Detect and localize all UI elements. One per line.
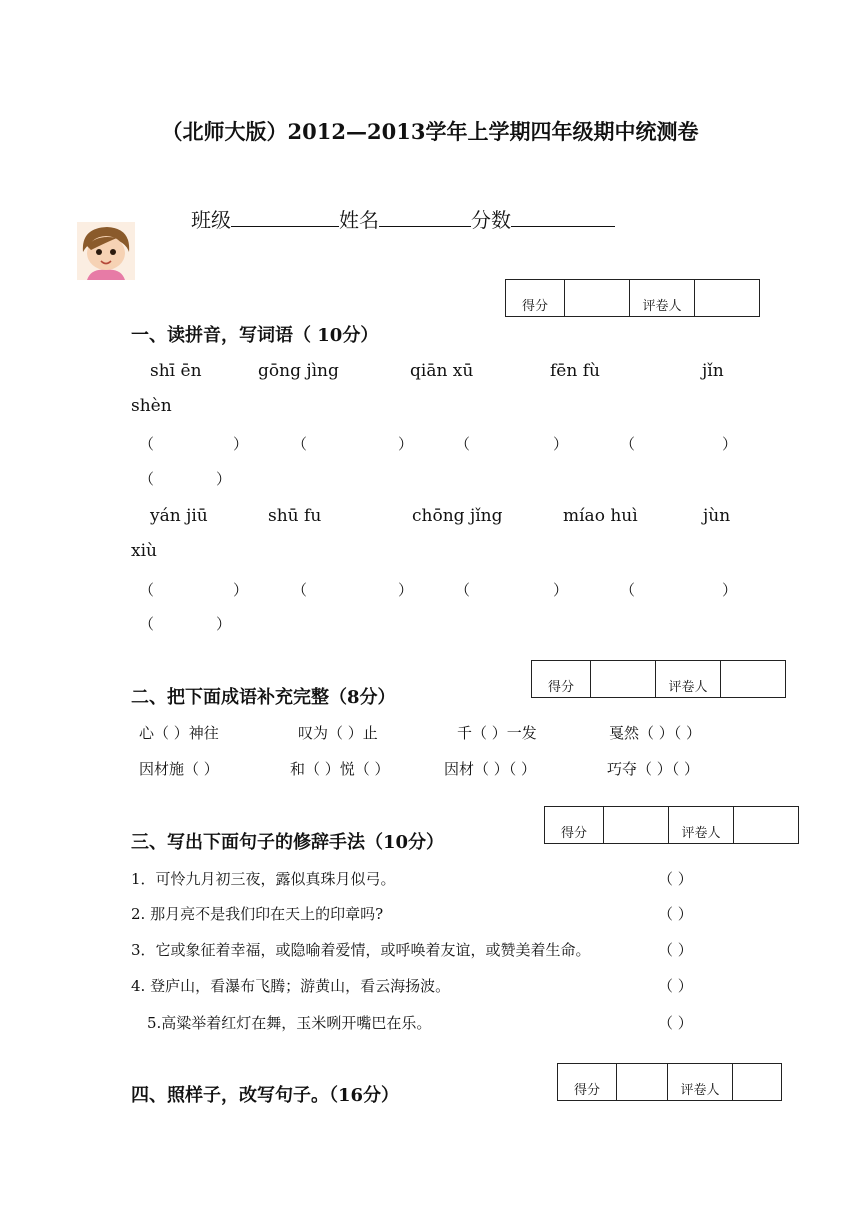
grader-cell-input[interactable] — [695, 280, 760, 317]
pinyin-item: chōng jǐng — [412, 506, 503, 526]
answer-paren-close: ） — [553, 581, 569, 599]
score-cell-input[interactable] — [565, 280, 630, 317]
answer-paren-close: ） — [216, 615, 232, 633]
idiom-item: 叹为（ ）止 — [298, 724, 378, 742]
grader-cell-input[interactable] — [733, 1064, 782, 1101]
answer-paren[interactable]: （ ） — [658, 905, 693, 923]
grader-cell-label: 评卷人 — [668, 1064, 733, 1101]
score-cell-label: 得分 — [545, 807, 604, 844]
pinyin-item: qiān xū — [410, 361, 474, 381]
pinyin-item: xiù — [131, 541, 157, 561]
answer-paren-open: （ — [139, 435, 155, 453]
score-blank[interactable] — [511, 204, 615, 227]
grader-cell-label: 评卷人 — [669, 807, 734, 844]
pinyin-item: jǐn — [702, 361, 724, 381]
idiom-item: 巧夺（ ）（ ） — [607, 760, 700, 778]
name-label: 姓名 — [339, 208, 379, 232]
class-label: 班级 — [191, 208, 231, 232]
pinyin-item: míao huì — [563, 506, 638, 526]
rhetoric-sentence: 2. 那月亮不是我们印在天上的印章吗? — [131, 905, 384, 923]
answer-paren-close: ） — [216, 470, 232, 488]
idiom-item: 和（ ）悦（ ） — [290, 760, 390, 778]
pinyin-item: jùn — [703, 506, 731, 526]
answer-paren-open: （ — [139, 581, 155, 599]
answer-paren-close: ） — [722, 581, 738, 599]
answer-paren-open: （ — [292, 435, 308, 453]
answer-paren[interactable]: （ ） — [658, 977, 693, 995]
answer-paren-open: （ — [292, 581, 308, 599]
name-blank[interactable] — [379, 204, 471, 227]
answer-paren-close: ） — [398, 581, 414, 599]
score-cell-label: 得分 — [558, 1064, 617, 1101]
rhetoric-sentence: 5.高粱举着红灯在舞，玉米咧开嘴巴在乐。 — [147, 1014, 432, 1032]
answer-paren-close: ） — [233, 435, 249, 453]
section3-heading: 三、写出下面句子的修辞手法（10分） — [131, 832, 445, 853]
pinyin-item: shèn — [131, 396, 172, 416]
idiom-item: 因材（ ）（ ） — [444, 760, 537, 778]
idiom-item: 因材施（ ） — [139, 760, 219, 778]
answer-paren-open: （ — [139, 470, 155, 488]
answer-paren[interactable]: （ ） — [658, 870, 693, 888]
idiom-item: 千（ ）一发 — [457, 724, 537, 742]
score-box-1 — [505, 279, 760, 317]
section2-heading: 二、把下面成语补充完整（8分） — [131, 687, 396, 708]
pinyin-item: yán jiū — [150, 506, 208, 526]
answer-paren-open: （ — [620, 435, 636, 453]
rhetoric-sentence: 3．它或象征着幸福，或隐喻着爱情，或呼唤着友谊，或赞美着生命。 — [131, 941, 591, 959]
answer-paren-open: （ — [139, 615, 155, 633]
pinyin-item: shī ēn — [150, 361, 202, 381]
answer-paren-close: ） — [233, 581, 249, 599]
rhetoric-sentence: 1．可怜九月初三夜，露似真珠月似弓。 — [131, 870, 396, 888]
section1-heading: 一、读拼音，写词语（ 10分） — [131, 325, 379, 346]
score-label: 分数 — [471, 208, 511, 232]
section4-heading: 四、照样子，改写句子。（16分） — [131, 1085, 400, 1106]
score-cell-label: 得分 — [532, 661, 591, 698]
score-cell-input[interactable] — [617, 1064, 668, 1101]
score-cell-input[interactable] — [591, 661, 656, 698]
score-box-4 — [557, 1063, 782, 1101]
grader-cell-label: 评卷人 — [630, 280, 695, 317]
score-cell-input[interactable] — [604, 807, 669, 844]
score-box-3 — [544, 806, 799, 844]
idiom-item: 心（ ）神往 — [139, 724, 219, 742]
grader-cell-input[interactable] — [721, 661, 786, 698]
answer-paren-open: （ — [620, 581, 636, 599]
answer-paren[interactable]: （ ） — [658, 941, 693, 959]
score-box-2 — [531, 660, 786, 698]
answer-paren-close: ） — [722, 435, 738, 453]
pinyin-item: gōng jìng — [258, 361, 339, 381]
answer-paren[interactable]: （ ） — [658, 1014, 693, 1032]
grader-cell-label: 评卷人 — [656, 661, 721, 698]
class-blank[interactable] — [231, 204, 339, 227]
answer-paren-close: ） — [398, 435, 414, 453]
answer-paren-open: （ — [455, 581, 471, 599]
answer-paren-open: （ — [455, 435, 471, 453]
idiom-item: 戛然（ ）（ ） — [609, 724, 702, 742]
answer-paren-close: ） — [553, 435, 569, 453]
score-cell-label: 得分 — [506, 280, 565, 317]
student-info — [191, 204, 615, 233]
girl-avatar-icon — [77, 222, 135, 280]
pinyin-item: shū fu — [268, 506, 322, 526]
rhetoric-sentence: 4. 登庐山，看瀑布飞腾；游黄山，看云海扬波。 — [131, 977, 451, 995]
pinyin-item: fēn fù — [550, 361, 600, 381]
page-title: （北师大版）2012—2013学年上学期四年级期中统测卷 — [161, 119, 699, 144]
grader-cell-input[interactable] — [734, 807, 799, 844]
